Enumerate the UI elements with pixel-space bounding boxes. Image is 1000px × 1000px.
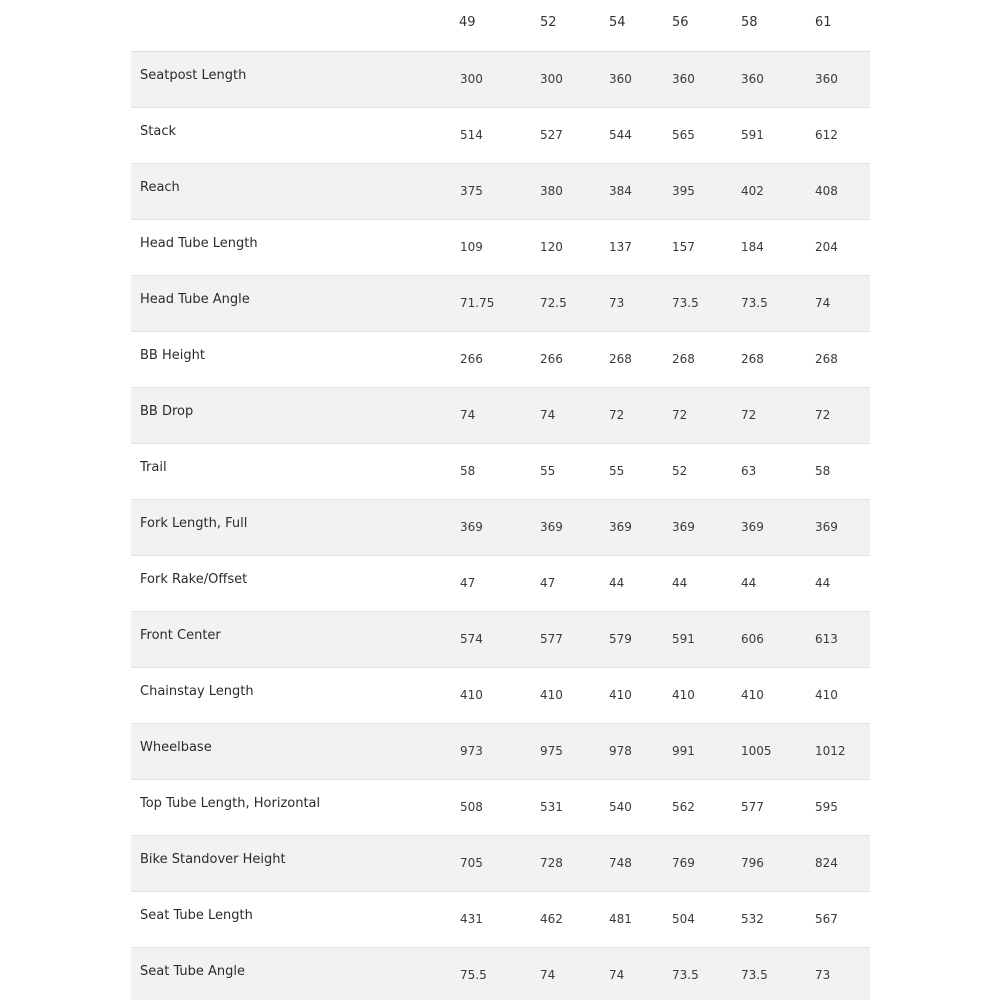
table-cell: 462 bbox=[540, 912, 563, 926]
table-row bbox=[131, 52, 870, 108]
table-cell: 431 bbox=[460, 912, 483, 926]
table-cell: 544 bbox=[609, 128, 632, 142]
table-cell: 395 bbox=[672, 184, 695, 198]
table-cell: 74 bbox=[540, 968, 556, 982]
table-cell: 380 bbox=[540, 184, 563, 198]
table-cell: 47 bbox=[540, 576, 556, 590]
table-cell: 72 bbox=[609, 408, 625, 422]
table-cell: 481 bbox=[609, 912, 632, 926]
row-label: Seatpost Length bbox=[140, 68, 247, 83]
row-label: Seat Tube Length bbox=[140, 908, 253, 923]
table-cell: 532 bbox=[741, 912, 764, 926]
table-cell: 72 bbox=[672, 408, 688, 422]
table-cell: 728 bbox=[540, 856, 563, 870]
table-cell: 369 bbox=[540, 520, 563, 534]
table-cell: 44 bbox=[815, 576, 831, 590]
table-cell: 577 bbox=[540, 632, 563, 646]
table-cell: 410 bbox=[540, 688, 563, 702]
table-cell: 410 bbox=[741, 688, 764, 702]
table-row bbox=[131, 668, 870, 724]
table-cell: 74 bbox=[460, 408, 476, 422]
table-cell: 748 bbox=[609, 856, 632, 870]
table-row bbox=[131, 220, 870, 276]
table-cell: 73.5 bbox=[672, 296, 699, 310]
geometry-table bbox=[131, 0, 870, 1000]
table-cell: 613 bbox=[815, 632, 838, 646]
table-cell: 75.5 bbox=[460, 968, 487, 982]
table-cell: 567 bbox=[815, 912, 838, 926]
row-label: Fork Rake/Offset bbox=[140, 572, 248, 587]
table-cell: 71.75 bbox=[460, 296, 495, 310]
size-header-cell: 49 bbox=[459, 15, 476, 30]
row-label: Head Tube Angle bbox=[140, 292, 250, 307]
table-cell: 369 bbox=[609, 520, 632, 534]
table-cell: 531 bbox=[540, 800, 563, 814]
table-row bbox=[131, 836, 870, 892]
table-cell: 63 bbox=[741, 464, 757, 478]
table-cell: 369 bbox=[672, 520, 695, 534]
table-cell: 360 bbox=[672, 72, 695, 86]
table-cell: 120 bbox=[540, 240, 563, 254]
table-cell: 1012 bbox=[815, 744, 846, 758]
table-row bbox=[131, 500, 870, 556]
table-cell: 157 bbox=[672, 240, 695, 254]
table-cell: 268 bbox=[815, 352, 838, 366]
table-cell: 975 bbox=[540, 744, 563, 758]
row-label: Reach bbox=[140, 180, 180, 195]
table-row bbox=[131, 276, 870, 332]
table-cell: 74 bbox=[540, 408, 556, 422]
table-cell: 504 bbox=[672, 912, 695, 926]
row-label: Chainstay Length bbox=[140, 684, 254, 699]
table-cell: 591 bbox=[741, 128, 764, 142]
table-cell: 44 bbox=[609, 576, 625, 590]
table-cell: 410 bbox=[609, 688, 632, 702]
table-cell: 562 bbox=[672, 800, 695, 814]
row-label: Trail bbox=[140, 460, 167, 475]
table-cell: 74 bbox=[815, 296, 831, 310]
size-header-cell: 61 bbox=[815, 15, 832, 30]
row-label: Bike Standover Height bbox=[140, 852, 286, 867]
table-cell: 579 bbox=[609, 632, 632, 646]
size-header-cell: 54 bbox=[609, 15, 626, 30]
table-cell: 268 bbox=[672, 352, 695, 366]
table-cell: 796 bbox=[741, 856, 764, 870]
table-cell: 369 bbox=[815, 520, 838, 534]
table-cell: 300 bbox=[540, 72, 563, 86]
table-cell: 565 bbox=[672, 128, 695, 142]
table-row bbox=[131, 388, 870, 444]
table-cell: 574 bbox=[460, 632, 483, 646]
table-row bbox=[131, 948, 870, 1000]
table-cell: 1005 bbox=[741, 744, 772, 758]
table-cell: 540 bbox=[609, 800, 632, 814]
table-cell: 591 bbox=[672, 632, 695, 646]
table-cell: 44 bbox=[672, 576, 688, 590]
table-row bbox=[131, 164, 870, 220]
table-cell: 44 bbox=[741, 576, 757, 590]
table-cell: 402 bbox=[741, 184, 764, 198]
table-cell: 268 bbox=[609, 352, 632, 366]
table-cell: 606 bbox=[741, 632, 764, 646]
table-cell: 137 bbox=[609, 240, 632, 254]
table-cell: 73 bbox=[815, 968, 831, 982]
table-cell: 360 bbox=[741, 72, 764, 86]
table-cell: 55 bbox=[609, 464, 625, 478]
row-label: Fork Length, Full bbox=[140, 516, 248, 531]
table-row bbox=[131, 444, 870, 500]
table-row bbox=[131, 332, 870, 388]
size-header-cell: 56 bbox=[672, 15, 689, 30]
table-cell: 577 bbox=[741, 800, 764, 814]
table-cell: 369 bbox=[460, 520, 483, 534]
table-cell: 72 bbox=[741, 408, 757, 422]
table-cell: 612 bbox=[815, 128, 838, 142]
table-cell: 74 bbox=[609, 968, 625, 982]
table-cell: 508 bbox=[460, 800, 483, 814]
table-cell: 47 bbox=[460, 576, 476, 590]
row-label: Front Center bbox=[140, 628, 221, 643]
table-cell: 973 bbox=[460, 744, 483, 758]
table-cell: 72.5 bbox=[540, 296, 567, 310]
table-cell: 300 bbox=[460, 72, 483, 86]
row-label: Wheelbase bbox=[140, 740, 212, 755]
row-label: Seat Tube Angle bbox=[140, 964, 246, 979]
table-cell: 769 bbox=[672, 856, 695, 870]
table-cell: 360 bbox=[609, 72, 632, 86]
table-row bbox=[131, 780, 870, 836]
table-cell: 73.5 bbox=[741, 968, 768, 982]
table-cell: 408 bbox=[815, 184, 838, 198]
table-row bbox=[131, 556, 870, 612]
table-cell: 410 bbox=[815, 688, 838, 702]
table-cell: 58 bbox=[815, 464, 831, 478]
table-cell: 72 bbox=[815, 408, 831, 422]
geometry-rows bbox=[131, 52, 870, 1000]
row-label: BB Height bbox=[140, 348, 205, 363]
table-cell: 58 bbox=[460, 464, 476, 478]
table-row bbox=[131, 892, 870, 948]
table-row bbox=[131, 612, 870, 668]
row-label: Stack bbox=[140, 124, 176, 139]
table-cell: 73 bbox=[609, 296, 625, 310]
table-cell: 52 bbox=[672, 464, 688, 478]
table-row bbox=[131, 724, 870, 780]
size-header-cell: 52 bbox=[540, 15, 557, 30]
table-cell: 268 bbox=[741, 352, 764, 366]
table-cell: 824 bbox=[815, 856, 838, 870]
table-cell: 514 bbox=[460, 128, 483, 142]
table-cell: 705 bbox=[460, 856, 483, 870]
table-cell: 73.5 bbox=[672, 968, 699, 982]
table-cell: 410 bbox=[460, 688, 483, 702]
table-cell: 360 bbox=[815, 72, 838, 86]
table-cell: 375 bbox=[460, 184, 483, 198]
table-cell: 266 bbox=[460, 352, 483, 366]
table-cell: 991 bbox=[672, 744, 695, 758]
row-label: BB Drop bbox=[140, 404, 194, 419]
table-cell: 978 bbox=[609, 744, 632, 758]
row-label: Head Tube Length bbox=[140, 236, 258, 251]
table-cell: 384 bbox=[609, 184, 632, 198]
table-row bbox=[131, 108, 870, 164]
table-cell: 55 bbox=[540, 464, 556, 478]
row-label: Top Tube Length, Horizontal bbox=[140, 796, 321, 811]
table-cell: 204 bbox=[815, 240, 838, 254]
table-cell: 73.5 bbox=[741, 296, 768, 310]
size-header-row bbox=[131, 0, 870, 52]
table-cell: 369 bbox=[741, 520, 764, 534]
table-cell: 527 bbox=[540, 128, 563, 142]
table-cell: 184 bbox=[741, 240, 764, 254]
table-cell: 410 bbox=[672, 688, 695, 702]
table-cell: 266 bbox=[540, 352, 563, 366]
size-header-cell: 58 bbox=[741, 15, 758, 30]
table-cell: 595 bbox=[815, 800, 838, 814]
table-cell: 109 bbox=[460, 240, 483, 254]
